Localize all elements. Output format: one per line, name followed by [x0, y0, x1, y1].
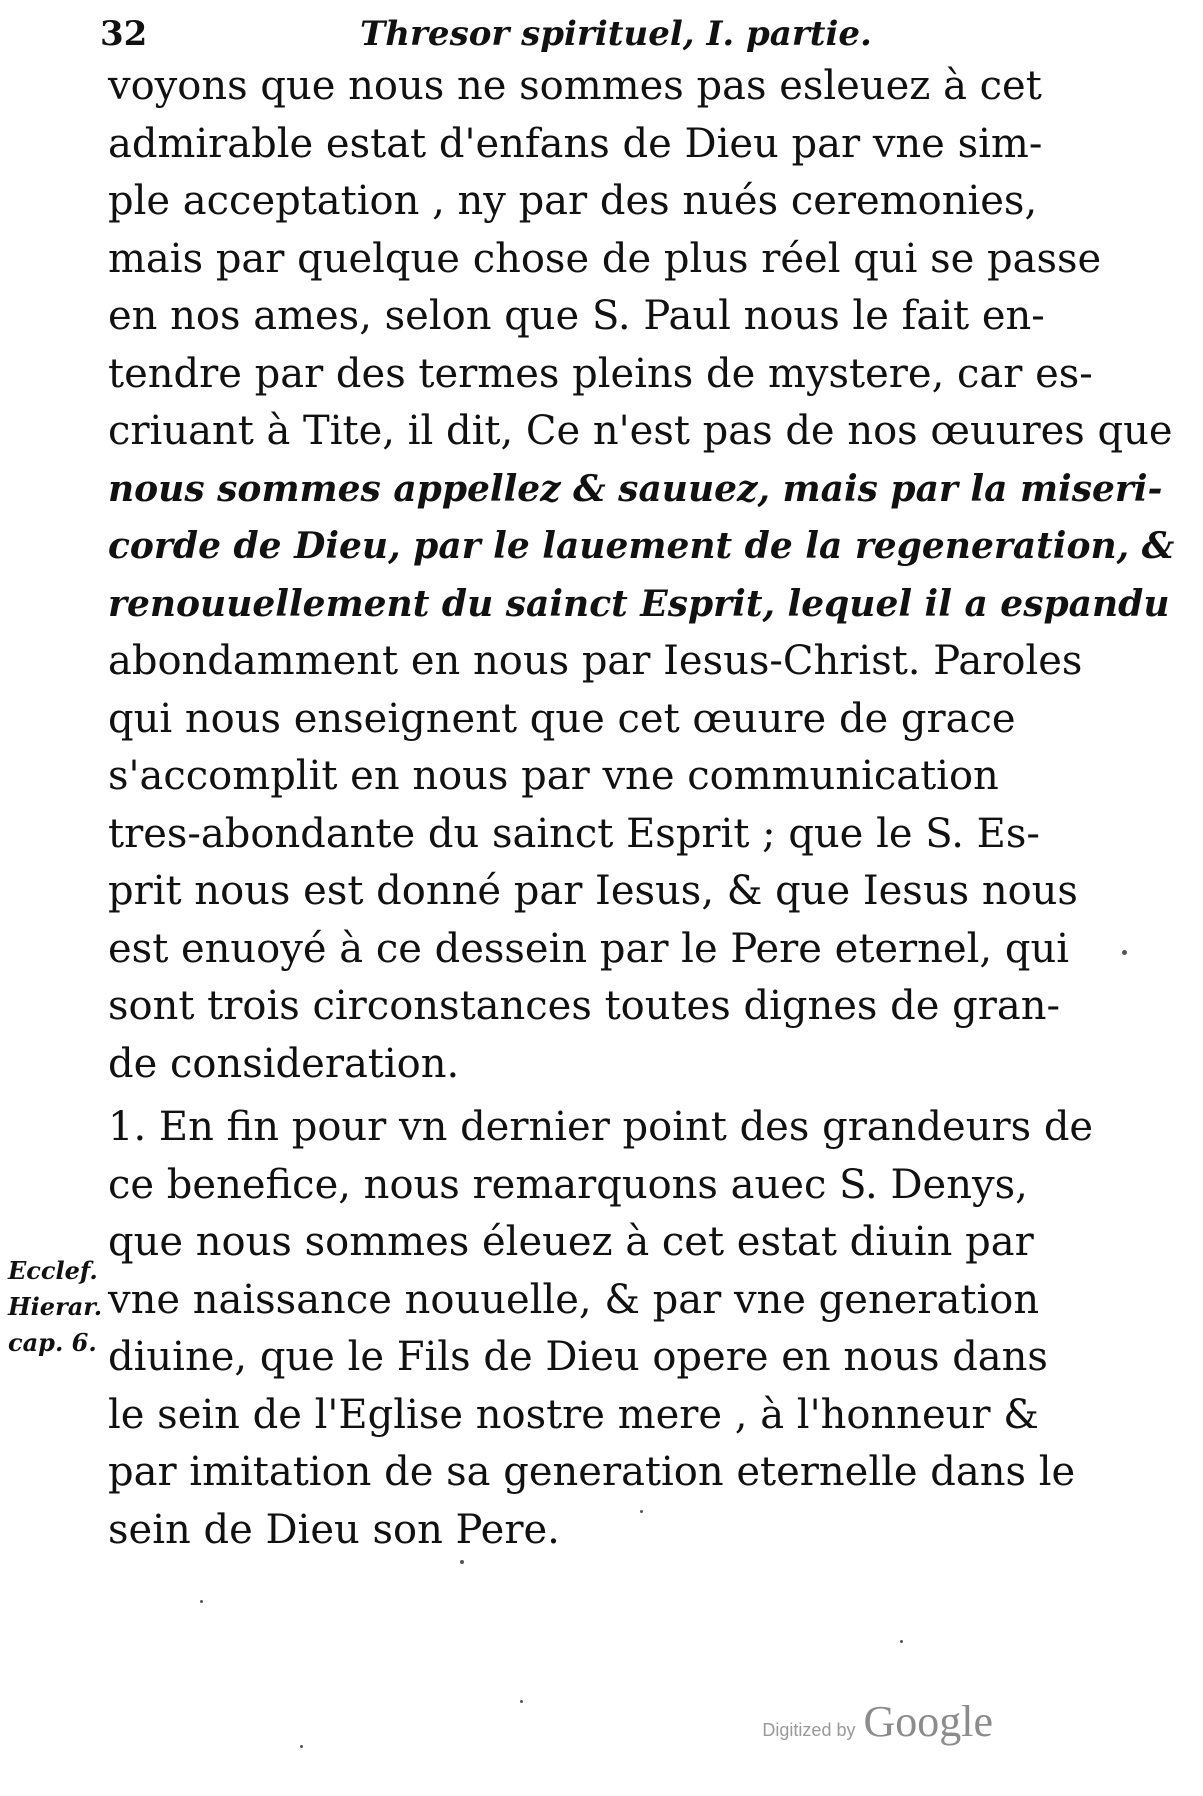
quotation-line: corde de Dieu, par le lauement de la regeneration, &	[108, 525, 1175, 567]
body-text	[108, 58, 1175, 1559]
text-line: par imitation de sa generation eternelle dans le	[108, 1449, 1076, 1495]
text-line: abondamment en nous par Iesus-Christ. Paroles	[108, 638, 1083, 684]
quotation-line: renouuellement du sainct Esprit, lequel il a espandu	[108, 582, 1170, 625]
marginal-note-line: Hierar.	[8, 1292, 103, 1321]
marginal-note-line: cap. 6.	[8, 1328, 97, 1357]
ink-speck	[900, 1640, 903, 1643]
digitized-by-watermark	[762, 1696, 993, 1756]
text-line: prit nous est donné par Iesus, & que Iesus nous	[108, 868, 1078, 914]
text-line: diuine, que le Fils de Dieu opere en nous dans	[108, 1334, 1048, 1380]
text-line: de consideration.	[108, 1040, 460, 1087]
quotation-line: nous sommes appellez & sauuez, mais par la miseri-	[108, 467, 1163, 510]
digitized-label: Digitized by	[762, 1720, 856, 1740]
text-line: est enuoyé à ce dessein par le Pere eternel, qui	[108, 925, 1069, 972]
marginal-note-line: Ecclef.	[8, 1256, 98, 1285]
ink-speck	[1122, 950, 1127, 955]
ink-speck	[200, 1600, 203, 1603]
running-head-title: Thresor spirituel, I. partie.	[360, 14, 872, 54]
ink-speck	[460, 1560, 464, 1564]
text-line: ce benefice, nous remarquons auec S. Denys,	[108, 1161, 1028, 1208]
text-line: que nous sommes éleuez à cet estat diuin par	[108, 1219, 1034, 1265]
running-head	[100, 14, 920, 54]
text-line: s'accomplit en nous par vne communication	[108, 753, 999, 799]
text-line: sein de Dieu son Pere.	[108, 1506, 560, 1553]
text-line: le sein de l'Eglise nostre mere , à l'honneur &	[108, 1391, 1039, 1438]
page-number: 32	[100, 14, 148, 54]
text-line: admirable estat d'enfans de Dieu par vne sim-	[108, 120, 1043, 167]
text-line: ple acceptation , ny par des nués ceremonies,	[108, 178, 1038, 224]
ink-speck	[520, 1700, 523, 1703]
text-line: 1. En fin pour vn dernier point des grandeurs de	[108, 1104, 1094, 1150]
text-line: en nos ames, selon que S. Paul nous le fait en-	[108, 293, 1045, 339]
ink-speck	[300, 1745, 303, 1748]
text-line: mais par quelque chose de plus réel qui se passe	[108, 235, 1102, 282]
text-line: tres-abondante du sainct Esprit ; que le S. Es-	[108, 810, 1040, 857]
text-line: criuant à Tite, il dit, Ce n'est pas de nos œuures que	[108, 408, 1173, 454]
text-line: voyons que nous ne sommes pas esleuez à cet	[108, 63, 1042, 109]
ink-speck	[640, 1510, 643, 1513]
text-line: qui nous enseignent que cet œuure de grace	[108, 695, 1016, 742]
text-line: tendre par des termes pleins de mystere, car es-	[108, 350, 1093, 397]
text-line: sont trois circonstances toutes dignes de gran-	[108, 983, 1060, 1029]
google-logo: Google	[863, 1697, 993, 1746]
marginal-note	[8, 1253, 108, 1361]
text-line: vne naissance nouuelle, & par vne generation	[108, 1276, 1040, 1323]
